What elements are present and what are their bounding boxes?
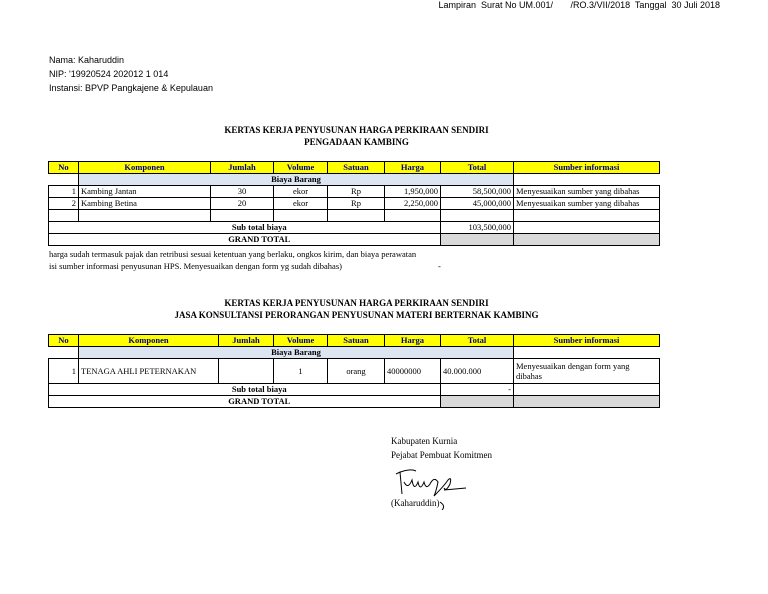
grand-total-label: GRAND TOTAL [79,396,441,408]
subtotal-label: Sub total biaya [79,222,441,234]
section2-title-2: JASA KONSULTANSI PERORANGAN PENYUSUNAN MATERI BERTERNAK KAMBING [174,310,539,320]
note-dash: - [438,261,441,271]
grand-total-row [49,396,660,408]
cell-harga: 40000000 [385,359,441,384]
col-header-komponen: Komponen [79,335,219,347]
signature-place: Kabupaten Kurnia [391,436,458,446]
cell-satuan: Rp [328,198,385,210]
cell-satuan: Rp [328,186,385,198]
subtotal-value: 103,500,000 [441,222,514,234]
table-row [49,186,660,198]
col-header-total: Total [441,335,514,347]
col-header-no: No [49,335,79,347]
col-header-satuan: Satuan [328,335,385,347]
section1-title-1: KERTAS KERJA PENYUSUNAN HARGA PERKIRAAN SENDIRI [224,125,489,135]
cell-volume: ekor [274,198,328,210]
cell-volume: 1 [274,359,328,384]
table-header-row [49,335,660,347]
grand-total-row [49,234,660,246]
col-header-komponen: Komponen [79,162,211,174]
subtotal-row [49,222,660,234]
cell-sumber: Menyesuaikan dengan form yang dibahas [514,359,660,384]
grand-total-value [441,234,514,246]
table-row [49,198,660,210]
col-header-volume: Volume [274,162,328,174]
cell-total: 40.000.000 [441,359,514,384]
signature-role: Pejabat Pembuat Komitmen [391,450,492,460]
col-header-volume: Volume [274,335,328,347]
group-label: Biaya Barang [79,174,514,186]
signature-name: (Kaharuddin) [391,498,440,508]
hps-table-jasa [48,334,660,408]
col-header-harga: Harga [385,162,441,174]
subtotal-row [49,384,660,396]
group-label: Biaya Barang [79,347,514,359]
cell-komponen: Kambing Betina [79,198,211,210]
meta-instansi: Instansi: BPVP Pangkajene & Kepulauan [49,83,213,93]
cell-volume: ekor [274,186,328,198]
col-header-satuan: Satuan [328,162,385,174]
table-row [49,359,660,384]
section1-title-2: PENGADAAN KAMBING [304,137,409,147]
grand-total-label: GRAND TOTAL [79,234,441,246]
note-line-2: isi sumber informasi penyusunan HPS. Menyesuaikan dengan form yg sudah dibahas) [49,261,342,271]
col-header-harga: Harga [385,335,441,347]
cell-komponen: Kambing Jantan [79,186,211,198]
cell-total: 45,000,000 [441,198,514,210]
cell-no: 2 [49,198,79,210]
group-row [49,347,660,359]
cell-no: 1 [49,186,79,198]
cell-harga: 2,250,000 [385,198,441,210]
cell-satuan: orang [328,359,385,384]
section2-title-1: KERTAS KERJA PENYUSUNAN HARGA PERKIRAAN SENDIRI [224,298,489,308]
cell-harga: 1,950,000 [385,186,441,198]
cell-jumlah [219,359,274,384]
lampiran-header: Lampiran Surat No UM.001/ /RO.3/VII/2018 Tanggal 30 Juli 2018 [438,0,720,10]
meta-nama: Nama: Kaharuddin [49,55,125,65]
group-row [49,174,660,186]
hps-table-kambing [48,161,660,246]
subtotal-label: Sub total biaya [79,384,441,396]
col-header-sumber: Sumber informasi [514,162,660,174]
cell-sumber: Menyesuaikan sumber yang dibahas [514,186,660,198]
col-header-total: Total [441,162,514,174]
table-header-row [49,162,660,174]
cell-jumlah: 30 [211,186,274,198]
grand-total-value [441,396,514,408]
cell-jumlah: 20 [211,198,274,210]
empty-row [49,210,660,222]
cell-total: 58,500,000 [441,186,514,198]
cell-no: 1 [49,359,79,384]
meta-nip: NIP: '19920524 202012 1 014 [49,69,169,79]
col-header-jumlah: Jumlah [211,162,274,174]
cell-sumber: Menyesuaikan sumber yang dibahas [514,198,660,210]
note-line-1: harga sudah termasuk pajak dan retribusi sesuai ketentuan yang berlaku, ongkos kirim, dan biaya perawatan [49,249,417,259]
subtotal-value: - [441,384,514,396]
cell-komponen: TENAGA AHLI PETERNAKAN [79,359,219,384]
col-header-sumber: Sumber informasi [514,335,660,347]
col-header-no: No [49,162,79,174]
col-header-jumlah: Jumlah [219,335,274,347]
